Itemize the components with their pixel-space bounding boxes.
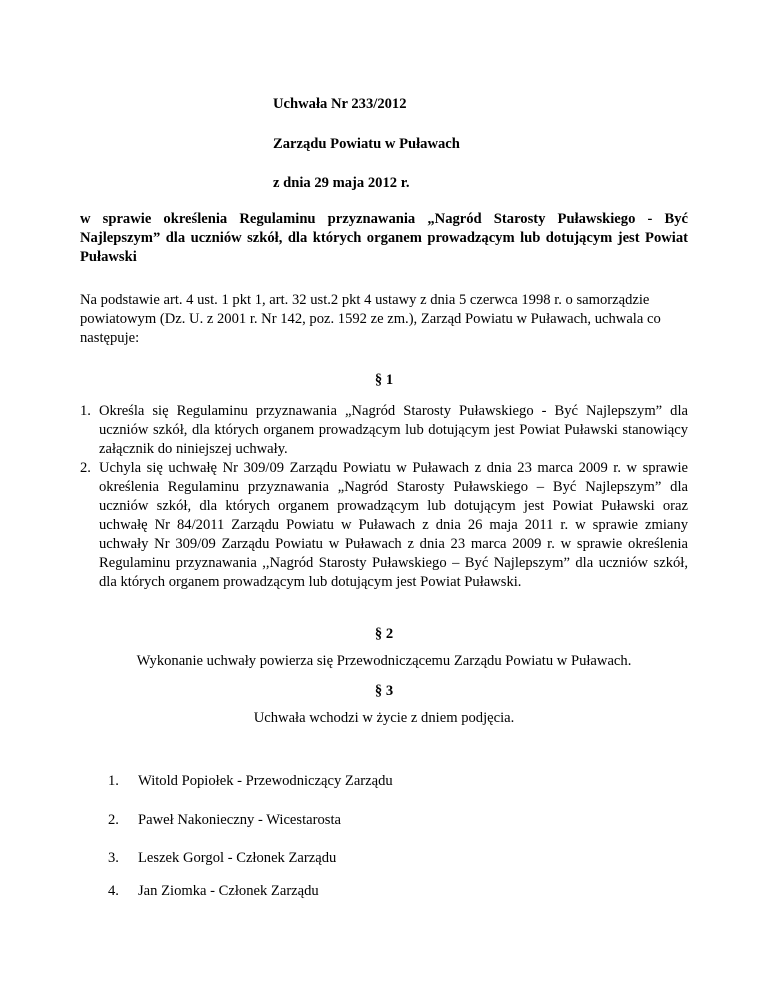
- resolution-subject: w sprawie określenia Regulaminu przyznawania „Nagród Starosty Puławskiego - Być Najlepszym” dla uczniów szkół, dla których organem prowadzącym lub dotującym jest Powiat Puławski: [80, 211, 688, 265]
- section-2-mark: § 2: [374, 626, 394, 642]
- section-1-item-1: [80, 402, 688, 459]
- list-item: [108, 812, 341, 829]
- member-name: Witold Popiołek - Przewodniczący Zarządu: [138, 773, 393, 789]
- item-number: 1.: [80, 403, 91, 419]
- legal-basis-paragraph: Na podstawie art. 4 ust. 1 pkt 1, art. 32 ust.2 pkt 4 ustawy z dnia 5 czerwca 1998 r. o samorządzie powiatowym (Dz. U. z 2001 r. Nr 142, poz. 1592 ze zm.), Zarząd Powiatu w Puławach, uchwala co następuje:: [80, 292, 661, 346]
- member-name: Paweł Nakonieczny - Wicestarosta: [138, 812, 341, 828]
- item-text: Uchyla się uchwałę Nr 309/09 Zarządu Powiatu w Puławach z dnia 23 marca 2009 r. w sprawie określenia Regulaminu przyznawania „Nagród Starosty Puławskiego – Być Najlepszym” dla uczniów szkół, dla których organem prowadzącym lub dotującym jest Powiat Puławski oraz uchwałę Nr 84/2011 Zarządu Powiatu w Puławach z dnia 26 maja 2011 r. w sprawie zmiany uchwały Nr 309/09 Zarządu Powiatu w Puławach z dnia 23 marca 2009 r. w sprawie określenia Regulaminu przyznawania ,,Nagród Starosty Puławskiego – Być Najlepszym” dla uczniów szkół, dla których organem prowadzącym lub dotującym jest Powiat Puławski.: [99, 460, 688, 590]
- section-1-item-2: [80, 459, 688, 592]
- member-name: Leszek Gorgol - Członek Zarządu: [138, 850, 337, 866]
- item-number: 4.: [108, 883, 119, 899]
- section-1-mark: § 1: [374, 372, 394, 388]
- item-text: Określa się Regulaminu przyznawania „Nagród Starosty Puławskiego - Być Najlepszym” dla uczniów szkół, dla których organem prowadzącym lub dotującym jest Powiat Puławski stanowiący załącznik do niniejszej uchwały.: [99, 403, 688, 457]
- item-number: 3.: [108, 850, 119, 866]
- section-2-text: Wykonanie uchwały powierza się Przewodniczącemu Zarządu Powiatu w Puławach.: [136, 653, 632, 669]
- section-3-mark: § 3: [374, 683, 394, 699]
- section-3-text: Uchwała wchodzi w życie z dniem podjęcia.: [253, 710, 515, 726]
- item-number: 2.: [80, 460, 91, 476]
- resolution-number: Uchwała Nr 233/2012: [273, 96, 407, 112]
- item-number: 2.: [108, 812, 119, 828]
- resolution-date: z dnia 29 maja 2012 r.: [273, 175, 410, 191]
- issuing-body: Zarządu Powiatu w Puławach: [273, 136, 460, 152]
- member-name: Jan Ziomka - Członek Zarządu: [138, 883, 319, 899]
- list-item: [108, 850, 336, 867]
- list-item: [108, 883, 319, 900]
- list-item: [108, 773, 393, 790]
- item-number: 1.: [108, 773, 119, 789]
